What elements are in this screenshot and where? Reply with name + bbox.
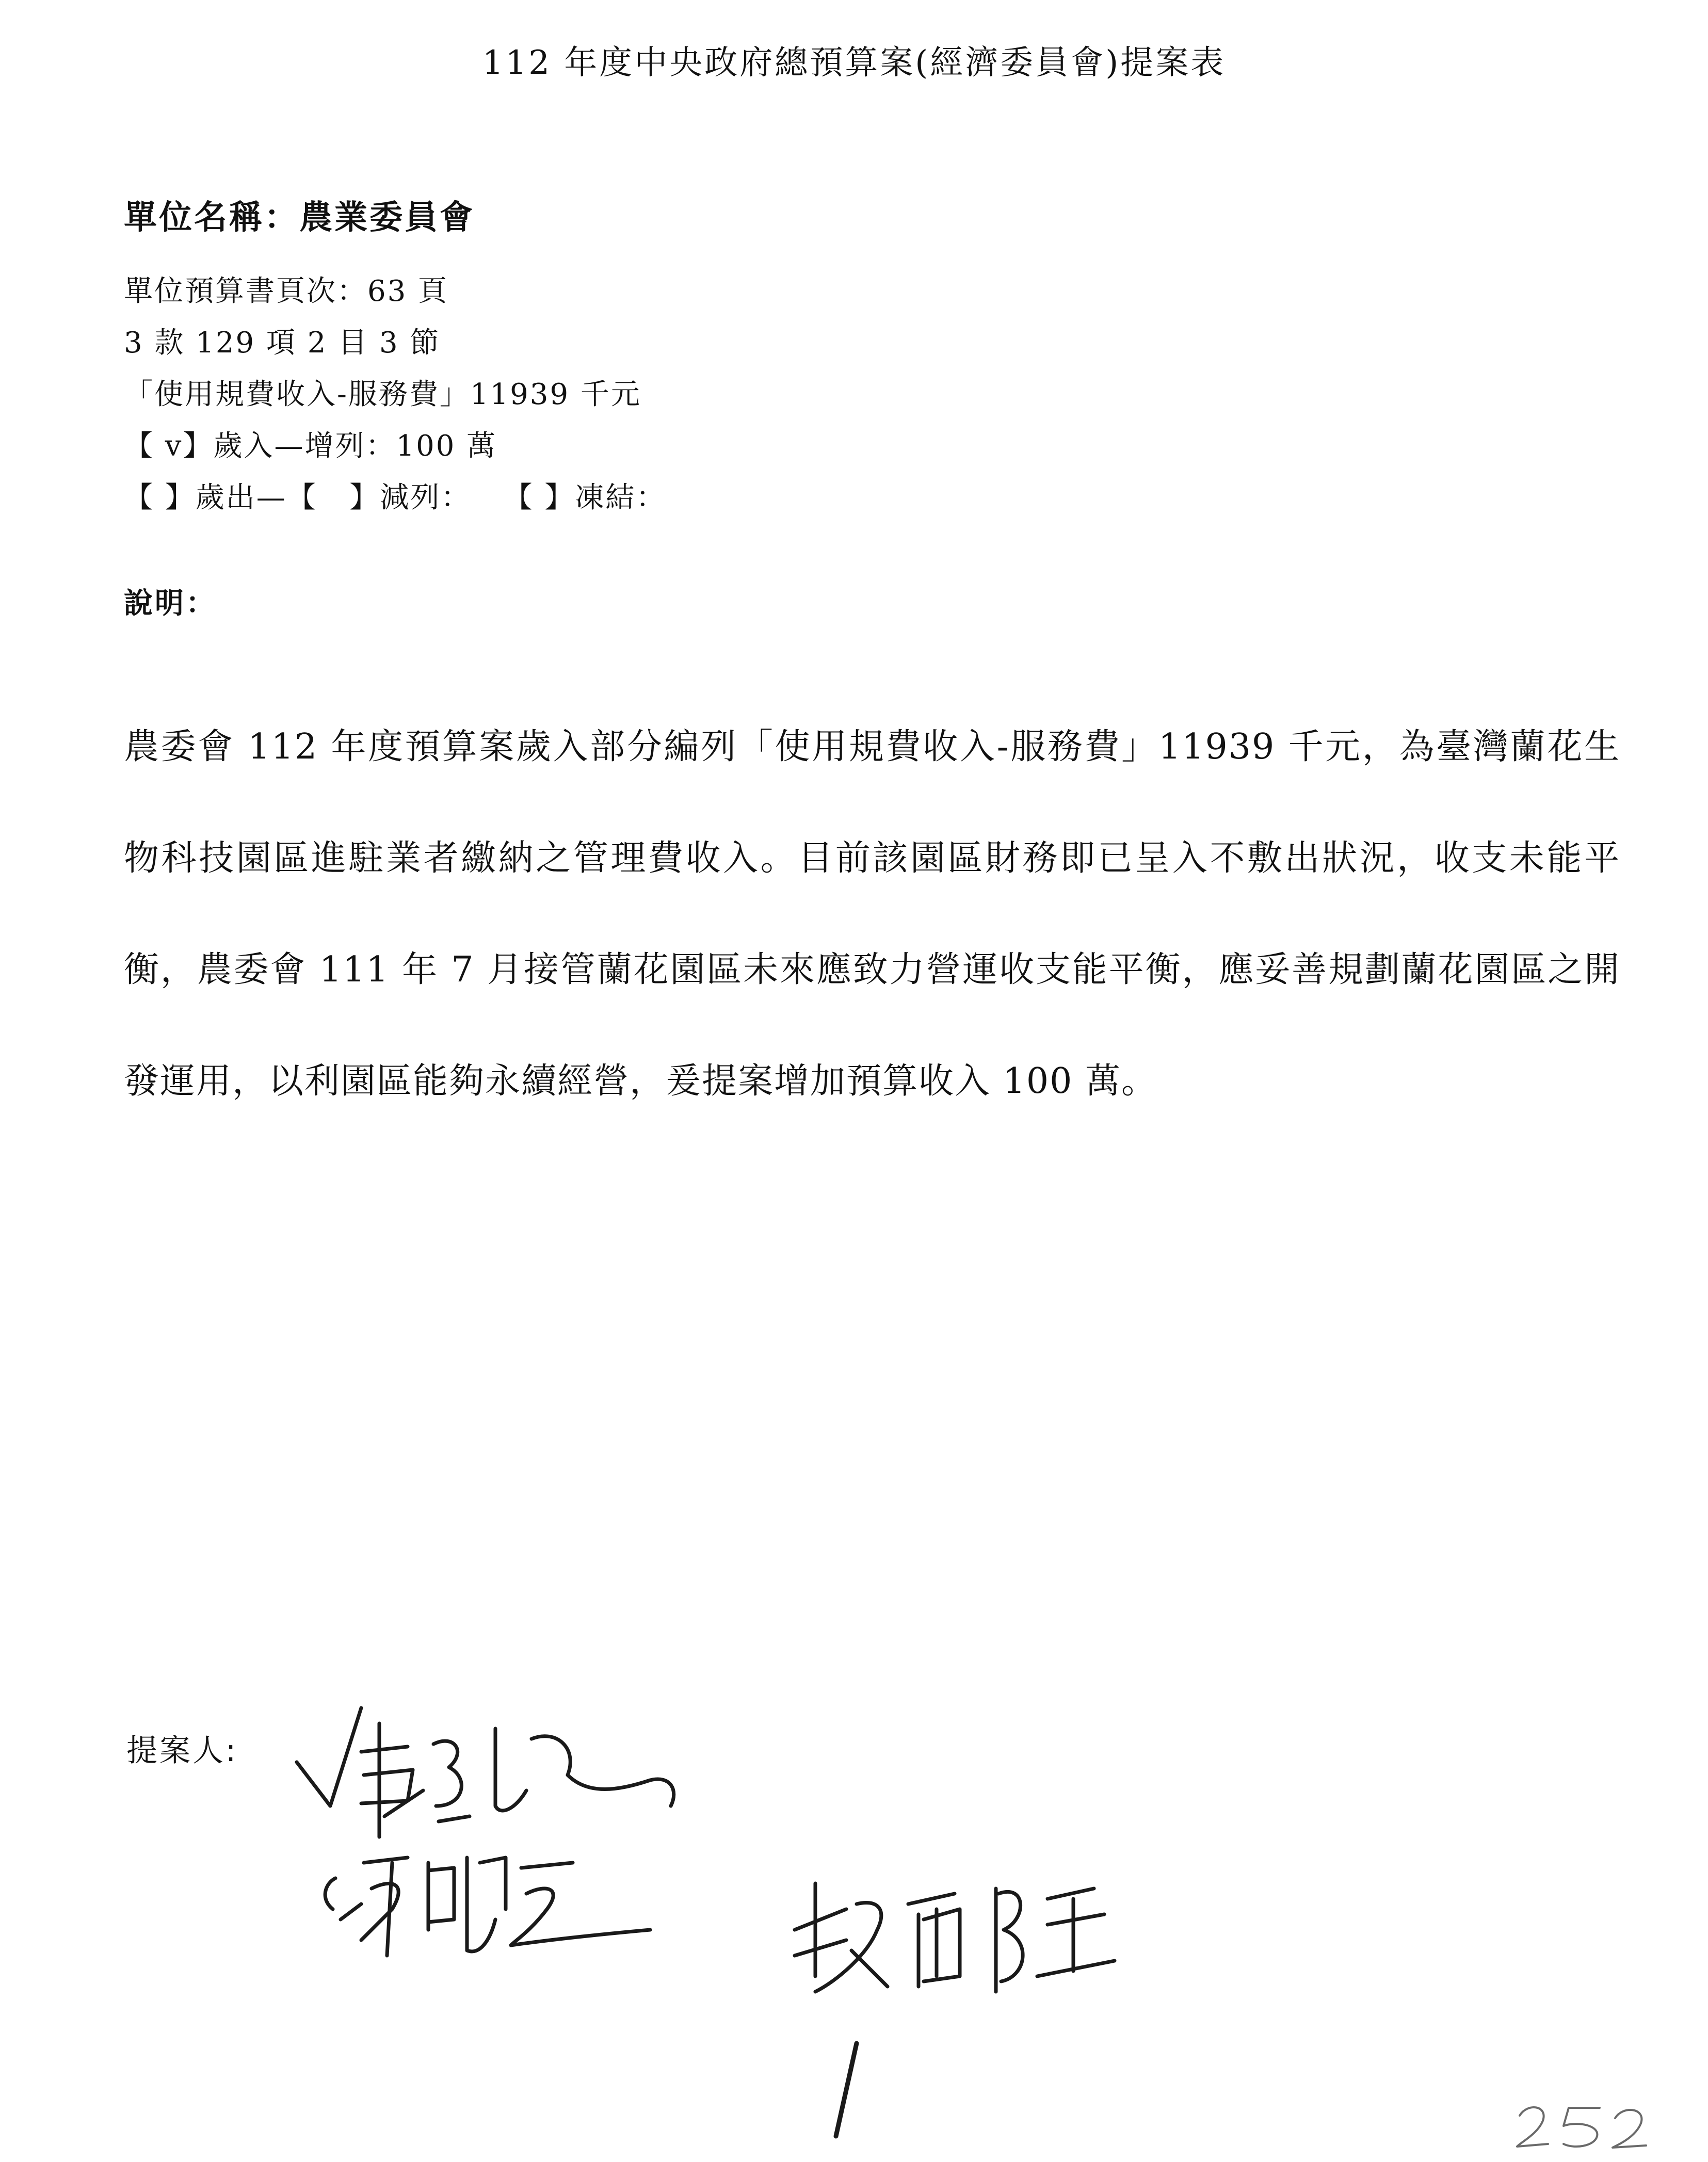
expenditure-line: 【 】歲出—【 】減列： 【 】凍結： xyxy=(124,481,667,514)
signature-2 xyxy=(325,1858,650,1956)
budget-page: 單位預算書頁次：63 頁 xyxy=(124,275,449,308)
description-label: 說明： xyxy=(124,587,217,620)
description-text: 農委會 112 年度預算案歲入部分編列「使用規費收入-服務費」11939 千元，為臺灣蘭花生物科技園區進駐業者繳納之管理費收入。目前該園區財務即已呈入不敷出狀況，收支未能平衡，農委會 111 年 7 月接管蘭花園區未來應致力營運收支能平衡，應妥善規劃蘭花園區之開發運用，以利園區能夠永續經營，爰提案增加預算收入 100 萬。 xyxy=(124,727,1620,1102)
signature-mark xyxy=(836,2043,857,2136)
proposer-label: 提案人: xyxy=(126,1733,238,1769)
signature-1 xyxy=(297,1708,674,1837)
unit-name: 單位名稱：農業委員會 xyxy=(124,199,475,237)
page-number-handwritten xyxy=(1512,2095,1667,2152)
revenue-line: 【 v】歲入—增列：100 萬 xyxy=(124,429,497,463)
page-title: 112 年度中央政府總預算案(經濟委員會)提案表 xyxy=(482,44,1226,82)
budget-subject: 「使用規費收入-服務費」11939 千元 xyxy=(124,378,641,411)
signature-3 xyxy=(795,1883,1115,1992)
budget-item: 3 款 129 項 2 目 3 節 xyxy=(124,326,441,360)
